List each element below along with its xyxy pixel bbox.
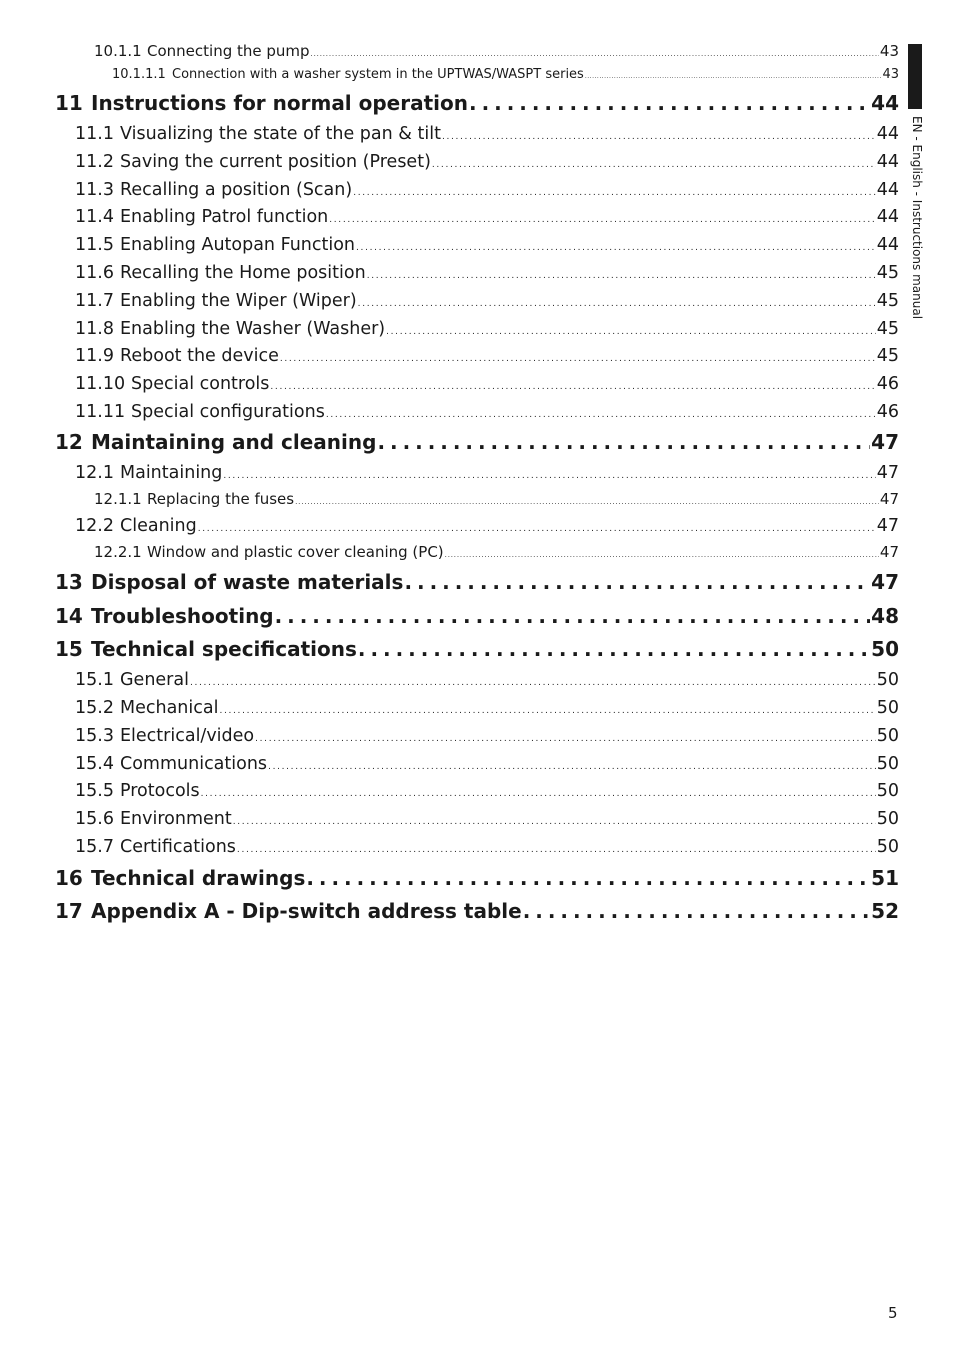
toc-page: 50 [876,698,899,718]
toc-page: 45 [876,319,899,339]
dot-leader [404,570,870,594]
page-number: 5 [888,1304,898,1322]
toc-title: Maintaining and cleaning [91,430,377,454]
toc-number: 11.9 [75,346,114,366]
toc-entry[interactable] [94,543,899,561]
toc-entry[interactable] [75,291,899,311]
dot-leader [237,845,876,855]
toc-entry[interactable] [75,180,899,200]
dot-leader [356,243,876,253]
toc-page: 46 [876,374,899,394]
toc-title: Reboot the device [120,346,279,366]
toc-entry[interactable] [75,754,899,774]
toc-number: 15.4 [75,754,114,774]
toc-number: 11.2 [75,152,114,172]
dot-leader [445,551,879,559]
toc-entry[interactable] [75,463,899,483]
dot-leader [295,498,879,506]
dot-leader [311,50,879,58]
dot-leader [367,271,876,281]
toc-number: 12 [55,430,83,454]
toc-title: Window and plastic cover cleaning (PC) [147,543,444,561]
toc-page: 50 [876,670,899,690]
toc-number: 11.5 [75,235,114,255]
toc-page: 43 [882,67,899,82]
toc-page: 47 [879,543,899,561]
toc-entry[interactable] [75,809,899,829]
dot-leader [223,471,875,481]
toc-page: 45 [876,291,899,311]
toc-page: 44 [871,91,899,115]
dot-leader [233,817,876,827]
dot-leader [358,637,870,661]
toc-entry[interactable] [75,402,899,422]
toc-page: 48 [871,604,899,628]
dot-leader [353,188,876,198]
toc-number: 12.1.1 [94,490,142,508]
toc-page: 50 [871,637,899,661]
toc-number: 11.3 [75,180,114,200]
toc-page: 52 [871,899,899,923]
toc-title: Special configurations [131,402,325,422]
toc-page: 47 [876,463,899,483]
toc-page: 45 [876,346,899,366]
toc-entry[interactable] [75,124,899,144]
toc-entry[interactable] [55,570,899,594]
toc-page: 47 [876,516,899,536]
dot-leader [275,604,871,628]
dot-leader [585,73,882,80]
toc-entry[interactable] [55,604,899,628]
toc-title: Cleaning [120,516,197,536]
toc-page: 47 [879,490,899,508]
toc-page: 45 [876,263,899,283]
toc-title: Enabling Patrol function [120,207,329,227]
dot-leader [306,866,870,890]
dot-leader [523,899,870,923]
dot-leader [268,762,876,772]
dot-leader [201,789,876,799]
toc-number: 14 [55,604,83,628]
toc-title: Enabling the Wiper (Wiper) [120,291,357,311]
toc-number: 10.1.1 [94,42,142,60]
dot-leader [377,430,870,454]
toc-entry[interactable] [94,490,899,508]
dot-leader [270,382,875,392]
toc-entry[interactable] [75,346,899,366]
toc-title: Mechanical [120,698,219,718]
toc-title: Appendix A - Dip-switch address table [91,899,522,923]
toc-title: Technical drawings [91,866,306,890]
dot-leader [329,215,875,225]
dot-leader [255,734,876,744]
toc-title: Troubleshooting [91,604,274,628]
side-tab-marker [908,44,922,109]
toc-page: 44 [876,207,899,227]
toc-page: 50 [876,837,899,857]
dot-leader [358,299,876,309]
toc-entry[interactable] [75,837,899,857]
toc-number: 15.2 [75,698,114,718]
dot-leader [326,410,876,420]
toc-number: 12.1 [75,463,114,483]
toc-page: 47 [871,570,899,594]
toc-title: Maintaining [120,463,223,483]
toc-page: 51 [871,866,899,890]
toc-entry[interactable] [75,516,899,536]
dot-leader [190,678,876,688]
toc-title: Saving the current position (Preset) [120,152,431,172]
toc-title: General [120,670,189,690]
toc-title: Visualizing the state of the pan & tilt [120,124,441,144]
toc-title: Certifications [120,837,236,857]
toc-number: 11.1 [75,124,114,144]
toc-entry[interactable] [75,670,899,690]
toc-page: 50 [876,754,899,774]
toc-page: 50 [876,726,899,746]
toc-number: 11.7 [75,291,114,311]
dot-leader [198,524,876,534]
toc-number: 15.3 [75,726,114,746]
toc-entry[interactable] [55,866,899,890]
toc-title: Enabling Autopan Function [120,235,356,255]
toc-entry[interactable] [75,235,899,255]
toc-entry[interactable] [75,726,899,746]
dot-leader [469,91,870,115]
toc-entry[interactable] [55,899,899,923]
toc-title: Connection with a washer system in the UPTWAS/WASPT series [172,67,584,82]
side-language-label: EN - English - Instructions manual [910,116,924,320]
toc-page: 50 [876,781,899,801]
dot-leader [386,327,876,337]
toc-number: 11.11 [75,402,126,422]
toc-number: 11.10 [75,374,126,394]
toc-entry[interactable] [75,263,899,283]
toc-title: Protocols [120,781,200,801]
toc-page: 44 [876,180,899,200]
toc-number: 11.8 [75,319,114,339]
toc-number: 15.6 [75,809,114,829]
dot-leader [280,354,876,364]
toc-number: 13 [55,570,83,594]
toc-title: Recalling the Home position [120,263,366,283]
toc-title: Recalling a position (Scan) [120,180,353,200]
toc-page: 46 [876,402,899,422]
dot-leader [442,132,876,142]
toc-title: Communications [120,754,268,774]
toc-entry[interactable] [75,152,899,172]
toc-page: 43 [879,42,899,60]
toc-number: 12.2.1 [94,543,142,561]
toc-title: Environment [120,809,232,829]
toc-entry[interactable] [112,67,899,82]
toc-title: Instructions for normal operation [91,91,469,115]
toc-number: 11.6 [75,263,114,283]
toc-number: 17 [55,899,83,923]
toc-title: Electrical/video [120,726,255,746]
toc-title: Disposal of waste materials [91,570,404,594]
toc-title: Technical specifications [91,637,357,661]
dot-leader [432,160,876,170]
toc-page: 50 [876,809,899,829]
toc-number: 11.4 [75,207,114,227]
toc-number: 15.5 [75,781,114,801]
toc-entry[interactable] [75,781,899,801]
toc-number: 11 [55,91,83,115]
toc-number: 10.1.1.1 [112,67,166,82]
toc-entry[interactable] [75,698,899,718]
toc-entry[interactable] [75,319,899,339]
toc-entry[interactable] [55,637,899,661]
toc-entry[interactable] [75,207,899,227]
toc-page: 44 [876,235,899,255]
toc-entry[interactable] [94,42,899,60]
toc-entry[interactable] [75,374,899,394]
toc-title: Enabling the Washer (Washer) [120,319,386,339]
toc-number: 15 [55,637,83,661]
toc-title: Replacing the fuses [147,490,295,508]
toc-title: Connecting the pump [147,42,310,60]
toc-number: 12.2 [75,516,114,536]
toc-title: Special controls [131,374,270,394]
toc-page: 44 [876,124,899,144]
toc-number: 15.7 [75,837,114,857]
toc-entry[interactable] [55,430,899,454]
toc-page: 47 [871,430,899,454]
toc-page: 44 [876,152,899,172]
toc-number: 16 [55,866,83,890]
toc-entry[interactable] [55,91,899,115]
dot-leader [219,706,875,716]
toc-number: 15.1 [75,670,114,690]
